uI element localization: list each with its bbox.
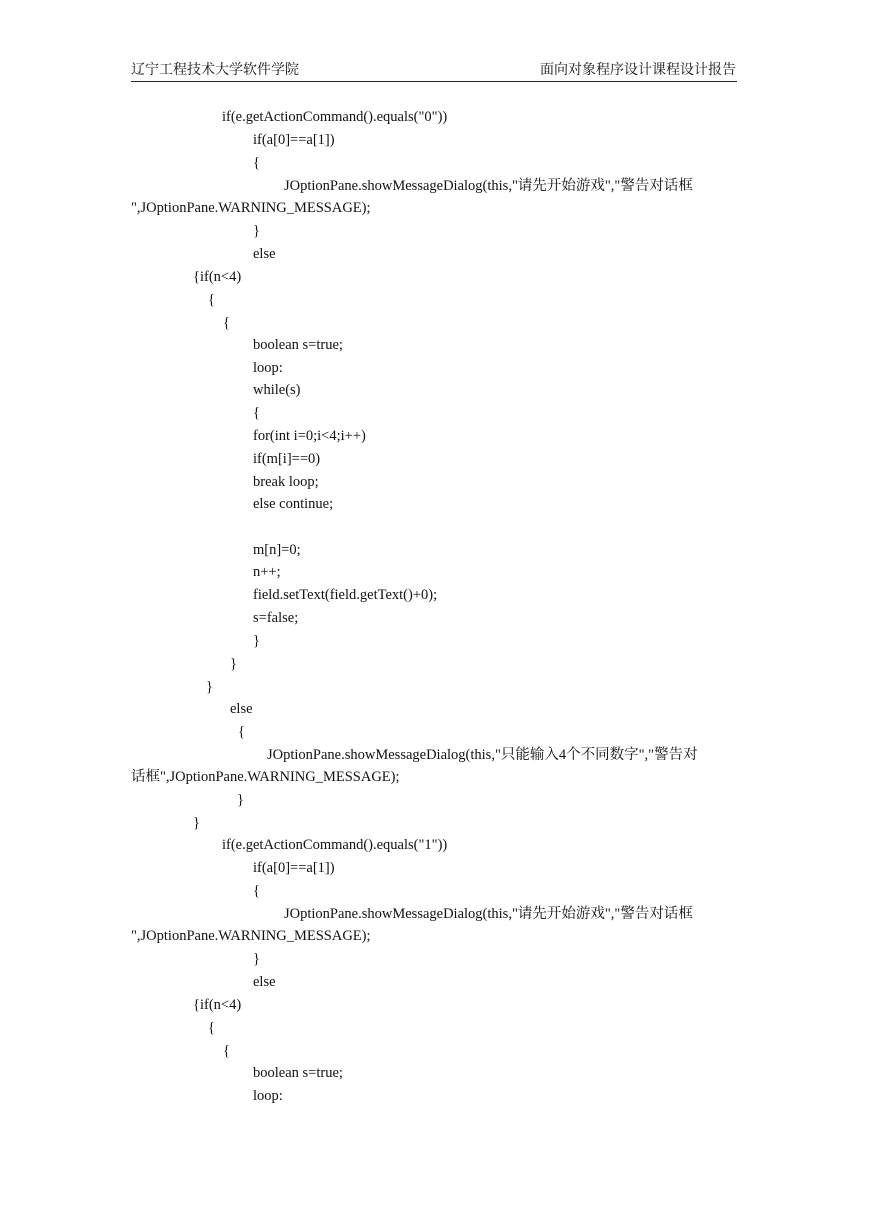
code-line: boolean s=true;	[253, 1065, 343, 1081]
code-line: else	[253, 246, 276, 262]
code-line: 话框",JOptionPane.WARNING_MESSAGE);	[131, 769, 400, 785]
code-line: {	[253, 883, 260, 899]
code-line: while(s)	[253, 382, 301, 398]
code-line: n++;	[253, 564, 281, 580]
code-line: loop:	[253, 1088, 283, 1104]
code-line: else	[253, 974, 276, 990]
code-line: if(e.getActionCommand().equals("0"))	[222, 109, 448, 125]
code-line: if(a[0]==a[1])	[253, 132, 335, 148]
code-line: field.setText(field.getText()+0);	[253, 587, 438, 603]
code-line: }	[230, 656, 237, 672]
code-line: }	[237, 792, 244, 808]
code-line: JOptionPane.showMessageDialog(this,"请先开始游戏","警告对话框	[284, 906, 693, 922]
header-report-title: 面向对象程序设计课程设计报告	[540, 63, 736, 78]
code-line: {	[223, 1043, 230, 1059]
code-line: {	[208, 1020, 215, 1036]
code-line: break loop;	[253, 474, 319, 490]
code-line: {	[223, 315, 230, 331]
code-line: JOptionPane.showMessageDialog(this,"请先开始游戏","警告对话框	[284, 178, 693, 194]
code-line: ",JOptionPane.WARNING_MESSAGE);	[131, 200, 371, 216]
code-line: {if(n<4)	[193, 997, 242, 1013]
code-line: {	[253, 155, 260, 171]
code-line: if(e.getActionCommand().equals("1"))	[222, 837, 448, 853]
code-line: {	[208, 292, 215, 308]
code-line: m[n]=0;	[253, 542, 301, 558]
code-line: loop:	[253, 360, 283, 376]
code-line: for(int i=0;i<4;i++)	[253, 428, 366, 444]
code-line: }	[253, 633, 260, 649]
code-line: }	[253, 223, 260, 239]
code-line: {	[253, 405, 260, 421]
code-line: ",JOptionPane.WARNING_MESSAGE);	[131, 928, 371, 944]
code-line: }	[253, 951, 260, 967]
code-line: }	[206, 679, 213, 695]
code-line: boolean s=true;	[253, 337, 343, 353]
code-line: {if(n<4)	[193, 269, 242, 285]
code-line: if(a[0]==a[1])	[253, 860, 335, 876]
code-line: else	[230, 701, 253, 717]
code-line: {	[238, 724, 245, 740]
header-school: 辽宁工程技术大学软件学院	[131, 63, 299, 78]
code-line: else continue;	[253, 496, 334, 512]
code-line: }	[193, 815, 200, 831]
code-line: s=false;	[253, 610, 299, 626]
code-line: if(m[i]==0)	[253, 451, 321, 467]
code-line: JOptionPane.showMessageDialog(this,"只能输入4个不同数字","警告对	[267, 747, 698, 763]
header-rule	[131, 81, 737, 82]
